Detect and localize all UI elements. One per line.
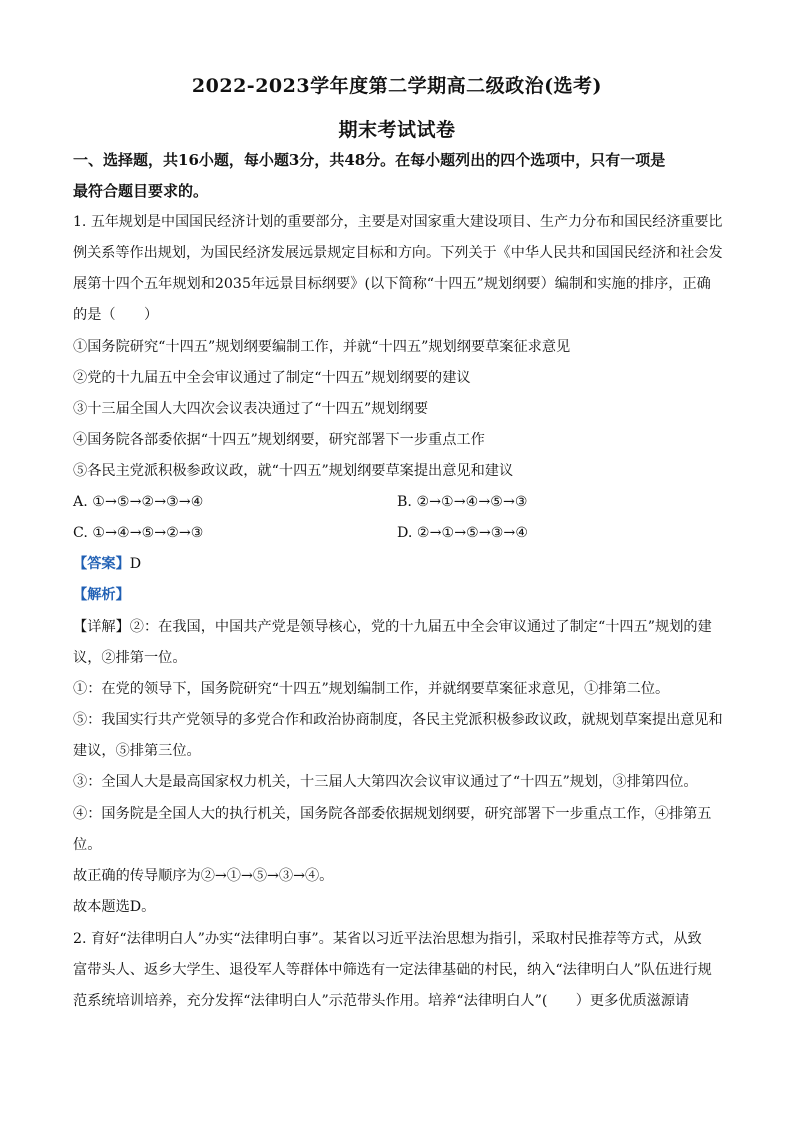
explanation-line: 故正确的传导顺序为②→①→⑤→③→④。	[73, 868, 334, 884]
explanation-line: 故本题选D。	[73, 899, 156, 915]
question-stem-line: 富带头人、返乡大学生、退役军人等群体中筛选有一定法律基础的村民，纳入“法律明白人”队伍进行规	[73, 962, 712, 978]
answer-tag: 【答案】	[73, 556, 130, 572]
explanation-line: ③：全国人大是最高国家权力机关，十三届人大第四次会议审议通过了“十四五”规划，③排第四位。	[73, 774, 698, 790]
list-item: ⑤各民主党派积极参政议政，就“十四五”规划纲要草案提出意见和建议	[73, 463, 514, 479]
analysis-tag: 【解析】	[73, 587, 130, 603]
explanation-line: 议，②排第一位。	[73, 650, 187, 666]
explanation-line: ⑤：我国实行共产党领导的多党合作和政治协商制度，各民主党派积极参政议政，就规划草案提出意见和	[73, 712, 723, 728]
list-item: ②党的十九届五中全会审议通过了制定“十四五”规划纲要的建议	[73, 370, 471, 386]
detail-tag: 【详解】	[73, 619, 130, 635]
question-stem-line: 例关系等作出规划，为国民经济发展远景规定目标和方向。下列关于《中华人民共和国国民经济和社会发	[73, 245, 723, 261]
option-d: D. ②→①→⑤→③→④	[397, 525, 529, 541]
question-stem-line: 展第十四个五年规划和2035年远景目标纲要》(以下简称“十四五”规划纲要）编制和实施的排序，正确	[73, 276, 711, 292]
option-a: A. ①→⑤→②→③→④	[73, 494, 204, 510]
option-b: B. ②→①→④→⑤→③	[397, 494, 528, 510]
question-stem-line: 范系统培训培养，充分发挥“法律明白人”示范带头作用。培养“法律明白人”( ）更多优质滋源请	[73, 993, 690, 1009]
explanation-text: ②：在我国，中国共产党是领导核心，党的十九届五中全会审议通过了制定“十四五”规划的建	[129, 619, 712, 635]
explanation-line: ④：国务院是全国人大的执行机关，国务院各部委依据规划纲要，研究部署下一步重点工作，④排第五	[73, 806, 712, 822]
option-c: C. ①→④→⑤→②→③	[73, 525, 204, 541]
explanation-line: ①：在党的领导下，国务院研究“十四五”规划编制工作，并就纲要草案征求意见，①排第二位。	[73, 681, 670, 697]
explanation-line: 建议，⑤排第三位。	[73, 743, 201, 759]
list-item: ③十三届全国人大四次会议表决通过了“十四五”规划纲要	[73, 401, 429, 417]
exam-subtitle: 期末考试试卷	[338, 119, 456, 141]
list-item: ①国务院研究“十四五”规划纲要编制工作，并就“十四五”规划纲要草案征求意见	[73, 339, 571, 355]
section-heading: 最符合题目要求的。	[73, 182, 209, 200]
explanation-line: 位。	[73, 837, 102, 853]
explanation-line	[73, 617, 723, 637]
answer-value: D	[129, 556, 142, 572]
list-item: ④国务院各部委依据“十四五”规划纲要，研究部署下一步重点工作	[73, 432, 485, 448]
question-stem-line: 1. 五年规划是中国国民经济计划的重要部分，主要是对国家重大建设项目、生产力分布和国民经济重要比	[73, 214, 723, 230]
question-stem-line: 2. 育好“法律明白人”办实“法律明白事”。某省以习近平法治思想为指引，采取村民推荐等方式，从致	[73, 931, 702, 947]
section-heading: 一、选择题，共16小题，每小题3分，共48分。在每小题列出的四个选项中，只有一项是	[73, 151, 666, 169]
analysis-line	[73, 585, 723, 605]
question-stem-line: 的是（ ）	[73, 307, 159, 323]
answer-line	[73, 554, 723, 574]
exam-title: 2022-2023学年度第二学期高二级政治(选考)	[191, 75, 603, 97]
